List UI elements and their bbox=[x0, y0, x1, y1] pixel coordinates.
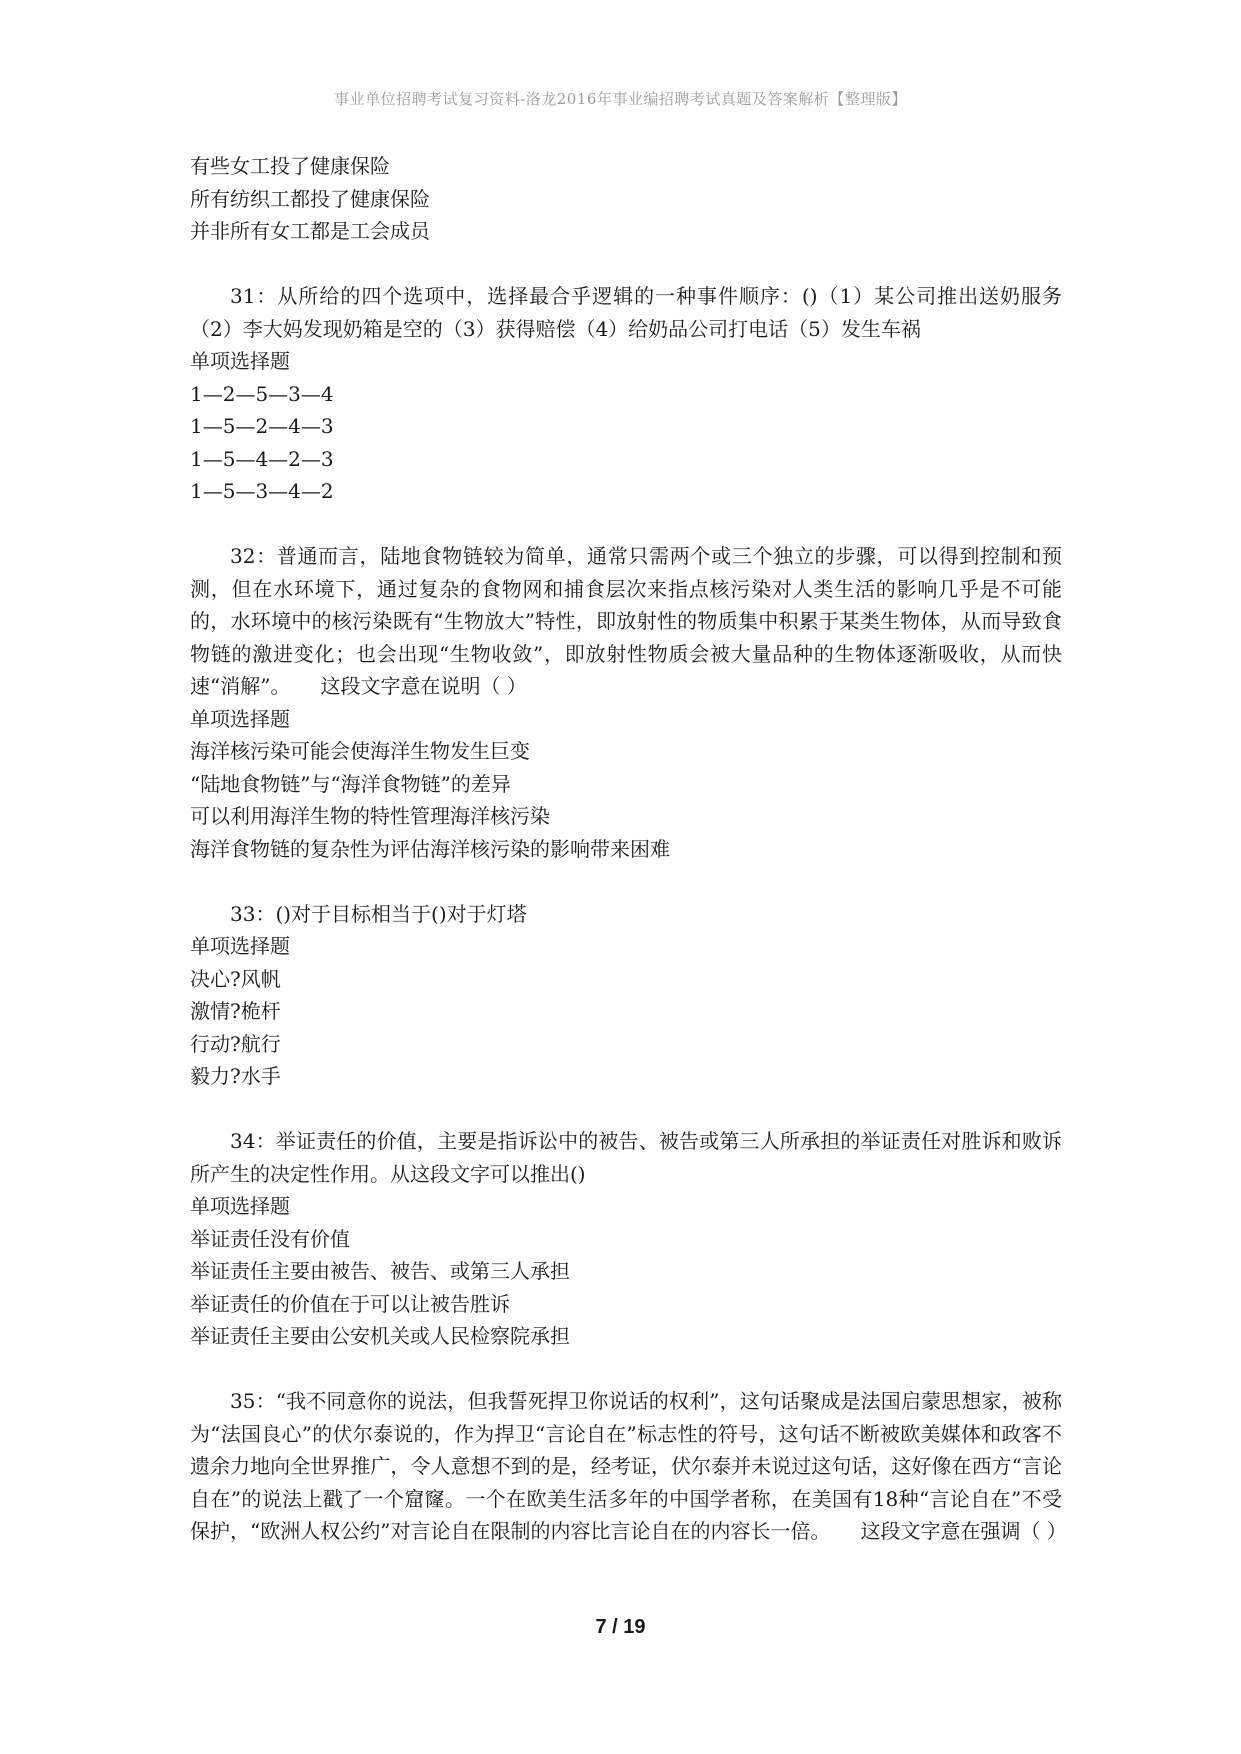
q32-option-a: 海洋核污染可能会使海洋生物发生巨变 bbox=[190, 739, 530, 763]
q34-type: 单项选择题 bbox=[190, 1194, 290, 1218]
q35-stem: 35：“我不同意你的说法，但我誓死捍卫你说话的权利”，这句话聚成是法国启蒙思想家，被称为“法国良心”的伏尔泰说的，作为捍卫“言论自在”标志性的符号，这句话不断被欧美媒体和政客不遗余力地向全世界推广，令人意想不到的是，经考证，伏尔泰并未说过这句话，这好像在西方“言论自在”的说法上戳了一个窟窿。一个在欧美生活多年的中国学者称，在美国有18种“言论自在”不受保护，“欧洲人权公约”对言论自在限制的内容比言论自在的内容长一倍。 这段文字意在强调（ ） bbox=[190, 1389, 1067, 1543]
intro-option-3: 并非所有女工都是工会成员 bbox=[190, 219, 430, 243]
q32-option-b: “陆地食物链”与“海洋食物链”的差异 bbox=[190, 771, 511, 796]
document-body bbox=[190, 150, 1067, 1548]
q33-option-a: 决心?风帆 bbox=[190, 966, 281, 991]
q31-option-a: 1—2—5—3—4 bbox=[190, 381, 334, 406]
q33-option-c: 行动?航行 bbox=[190, 1031, 281, 1056]
q34-option-a: 举证责任没有价值 bbox=[190, 1226, 350, 1251]
intro-option-1: 有些女工投了健康保险 bbox=[190, 154, 390, 178]
q32-option-d: 海洋食物链的复杂性为评估海洋核污染的影响带来困难 bbox=[190, 836, 670, 861]
q33-option-d: 毅力?水手 bbox=[190, 1064, 281, 1088]
q31-stem: 31：从所给的四个选项中，选择最合乎逻辑的一种事件顺序：()（1）某公司推出送奶服务（2）李大妈发现奶箱是空的（3）获得赔偿（4）给奶品公司打电话（5）发生车祸 bbox=[190, 284, 1062, 341]
q34-stem: 34：举证责任的价值，主要是指诉讼中的被告、被告或第三人所承担的举证责任对胜诉和败诉所产生的决定性作用。从这段文字可以推出() bbox=[190, 1129, 1062, 1186]
page-header: 事业单位招聘考试复习资料-洛龙2016年事业编招聘考试真题及答案解析【整理版】 bbox=[334, 90, 907, 108]
q33-option-b: 激情?桅杆 bbox=[190, 999, 281, 1023]
q34-option-c: 举证责任的价值在于可以让被告胜诉 bbox=[190, 1291, 510, 1316]
q34-option-d: 举证责任主要由公安机关或人民检察院承担 bbox=[190, 1324, 570, 1348]
q32-option-c: 可以利用海洋生物的特性管理海洋核污染 bbox=[190, 804, 550, 828]
q31-option-c: 1—5—4—2—3 bbox=[190, 446, 334, 471]
q34-option-b: 举证责任主要由被告、被告、或第三人承担 bbox=[190, 1259, 570, 1283]
q31-option-b: 1—5—2—4—3 bbox=[190, 414, 334, 438]
q33-type: 单项选择题 bbox=[190, 934, 290, 958]
q31-type: 单项选择题 bbox=[190, 349, 290, 373]
page-number: 7 / 19 bbox=[595, 1616, 646, 1638]
q31-option-d: 1—5—3—4—2 bbox=[190, 479, 334, 503]
q33-stem: 33：()对于目标相当于()对于灯塔 bbox=[230, 901, 527, 926]
intro-option-2: 所有纺织工都投了健康保险 bbox=[190, 186, 430, 211]
q32-type: 单项选择题 bbox=[190, 706, 290, 731]
q32-stem: 32：普通而言，陆地食物链较为简单，通常只需两个或三个独立的步骤，可以得到控制和预测，但在水环境下，通过复杂的食物网和捕食层次来指点核污染对人类生活的影响几乎是不可能的，水环境中的核污染既有“生物放大”特性，即放射性的物质集中积累于某类生物体，从而导致食物链的激进变化；也会出现“生物收敛”，即放射性物质会被大量品种的生物体逐渐吸收，从而快速“消解”。 这段文字意在说明（ ） bbox=[190, 544, 1062, 698]
